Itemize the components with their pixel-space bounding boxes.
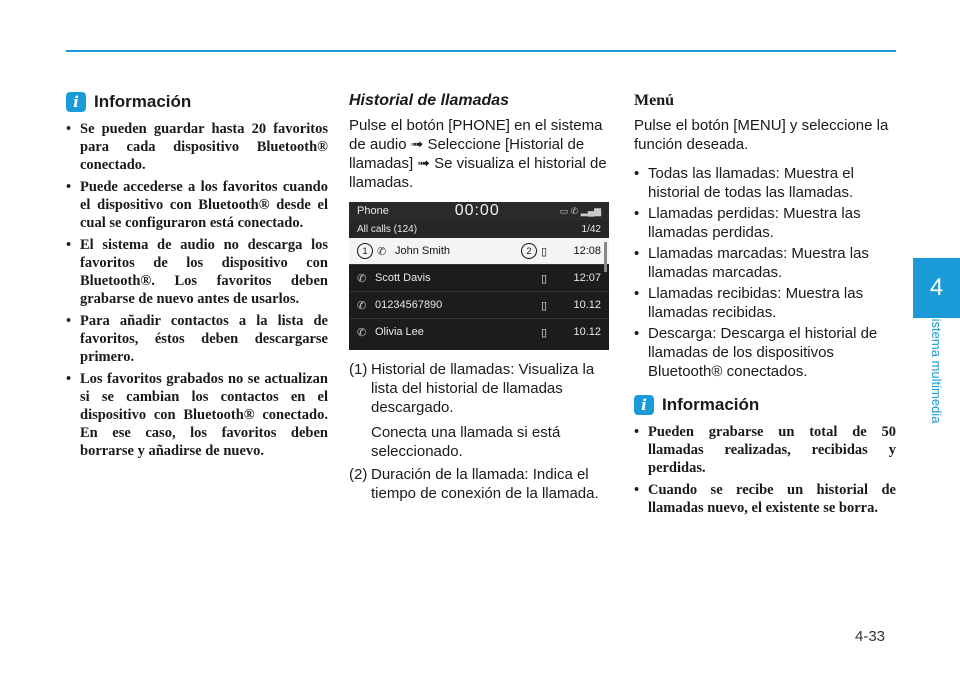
screen-app-title: Phone xyxy=(357,205,389,217)
top-rule xyxy=(66,50,896,52)
list-item: • Todas las llamadas: Muestra el historial de todas las llamadas. xyxy=(634,164,896,202)
column-favorites-info xyxy=(66,92,328,464)
call-name: Olivia Lee xyxy=(375,326,424,338)
note-number: (2) xyxy=(349,466,368,483)
info-heading xyxy=(66,92,328,112)
phone-device-icon: ▯ xyxy=(541,272,548,285)
note-text: Duración de la llamada: Indica el tiempo de conexión de la llamada. xyxy=(371,466,599,502)
scrollbar[interactable] xyxy=(604,242,607,272)
list-item: • El sistema de audio no descarga los favoritos de los dispositivo con Bluetooth®. Los favoritos deben grabarse de nuevo antes de usarlos. xyxy=(66,236,328,308)
info-list xyxy=(634,423,896,517)
info-list xyxy=(66,120,328,460)
list-item: • Llamadas perdidas: Muestra las llamadas perdidas. xyxy=(634,204,896,242)
info-icon: i xyxy=(634,395,654,415)
call-time: 10.12 xyxy=(573,326,601,338)
note-item xyxy=(349,465,611,503)
list-page: 1/42 xyxy=(581,223,601,235)
call-name: Scott Davis xyxy=(375,272,431,284)
call-icon: ✆ xyxy=(357,299,367,312)
call-time: 12:07 xyxy=(573,272,601,284)
note-subtext: Conecta una llamada si está seleccionado. xyxy=(371,424,561,460)
list-item: • Puede accederse a los favoritos cuando el dispositivo con Bluetooth® desde el cual se configuraron está conectado. xyxy=(66,178,328,232)
phone-screen xyxy=(349,202,609,350)
intro-text: Pulse el botón [PHONE] en el sistema de audio ➟ Seleccione [Historial de llamadas] ➟ Se visualiza el historial de llamadas. xyxy=(349,117,607,191)
info-title: Información xyxy=(94,92,192,111)
callout-2: 2 xyxy=(521,243,537,259)
screen-clock: 00:00 xyxy=(454,202,500,219)
list-item: • Cuando se recibe un historial de llamadas nuevo, el existente se borra. xyxy=(634,481,896,517)
list-item: • Llamadas recibidas: Muestra las llamadas recibidas. xyxy=(634,284,896,322)
call-time: 10.12 xyxy=(573,299,601,311)
call-time: 12:08 xyxy=(573,245,601,257)
intro-text: Pulse el botón [MENU] y seleccione la función deseada. xyxy=(634,117,889,153)
column-menu xyxy=(634,92,896,521)
section-title: Menú xyxy=(634,92,674,109)
info-heading xyxy=(634,395,896,415)
chapter-label: Sistema multimedia xyxy=(929,310,944,424)
callout-1: 1 xyxy=(357,243,373,259)
callout-notes xyxy=(349,360,611,503)
column-call-history xyxy=(349,92,611,507)
list-item: • Llamadas marcadas: Muestra las llamadas marcadas. xyxy=(634,244,896,282)
phone-device-icon: ▯ xyxy=(541,245,548,258)
call-icon: ✆ xyxy=(357,272,367,285)
phone-device-icon: ▯ xyxy=(541,326,548,339)
info-title: Información xyxy=(662,395,760,414)
list-item: • Para añadir contactos a la lista de favoritos, éstos deben descargarse primero. xyxy=(66,312,328,366)
call-icon: ✆ xyxy=(377,245,387,258)
screen-header xyxy=(349,202,609,220)
list-item: • Los favoritos grabados no se actualizan si se cambian los contactos en el dispositivo con Bluetooth® conectado. En ese caso, los favoritos deben borrarse y añadirse de nuevo. xyxy=(66,370,328,460)
list-item: • Pueden grabarse un total de 50 llamadas realizadas, recibidas y perdidas. xyxy=(634,423,896,477)
list-title: All calls (124) xyxy=(357,223,418,235)
list-item: • Descarga: Descarga el historial de llamadas de los dispositivos Bluetooth® conectados. xyxy=(634,324,896,381)
note-number: (1) xyxy=(349,361,368,378)
chapter-tab xyxy=(913,258,960,318)
call-row[interactable] xyxy=(349,265,609,292)
call-row[interactable] xyxy=(349,319,609,345)
call-name: 01234567890 xyxy=(375,299,443,311)
page-number: 4-33 xyxy=(855,628,886,645)
list-item: • Se pueden guardar hasta 20 favoritos para cada dispositivo Bluetooth® conectado. xyxy=(66,120,328,174)
info-icon: i xyxy=(66,92,86,112)
note-text: Historial de llamadas: Visualiza la lista del historial de llamadas descargado. xyxy=(371,361,595,416)
call-row[interactable] xyxy=(349,238,609,265)
phone-device-icon: ▯ xyxy=(541,299,548,312)
call-name: John Smith xyxy=(395,245,451,257)
menu-list xyxy=(634,164,896,381)
screen-list-header xyxy=(349,220,609,238)
status-icons: ▭ ✆ ▂▄▆ xyxy=(559,205,601,216)
note-item xyxy=(349,360,611,461)
section-title: Historial de llamadas xyxy=(349,92,510,109)
call-icon: ✆ xyxy=(357,326,367,339)
call-row[interactable] xyxy=(349,292,609,319)
chapter-number: 4 xyxy=(929,274,944,301)
